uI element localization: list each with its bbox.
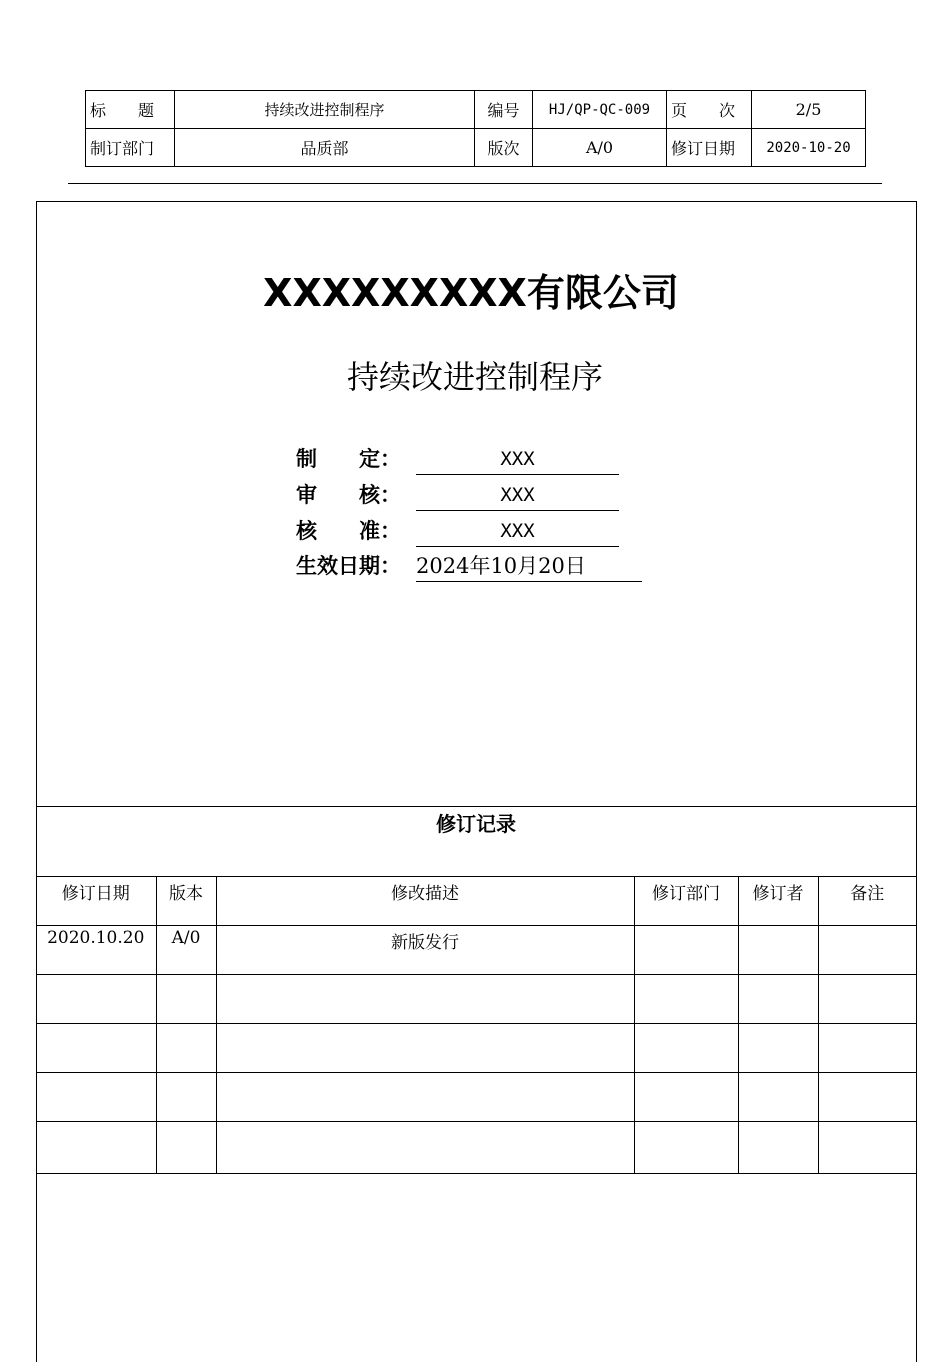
signature-value: XXX (416, 444, 619, 475)
table-cell (738, 1024, 818, 1073)
table-cell (818, 1024, 916, 1073)
signature-approved (296, 516, 535, 546)
table-cell (216, 1122, 634, 1174)
table-cell (216, 1073, 634, 1122)
signature-label: 制 定： (296, 446, 401, 471)
table-cell (818, 1073, 916, 1122)
signature-value: 2024年10月20日 (416, 551, 642, 582)
table-cell (634, 1122, 738, 1174)
table-row (36, 975, 916, 1024)
column-header: 修订日期 (36, 877, 156, 926)
table-cell (818, 1122, 916, 1174)
version-value: A/0 (533, 129, 667, 167)
table-cell (738, 926, 818, 975)
signature-reviewed (296, 480, 535, 510)
dept-label: 制订部门 (86, 129, 175, 167)
column-header: 备注 (818, 877, 916, 926)
rev-date-value: 2020-10-20 (752, 129, 866, 167)
table-cell (36, 1073, 156, 1122)
table-cell (818, 975, 916, 1024)
table-cell: 新版发行 (216, 926, 634, 975)
code-value: HJ/QP-QC-009 (533, 91, 667, 129)
table-cell (36, 975, 156, 1024)
column-header: 修订部门 (634, 877, 738, 926)
table-cell (216, 975, 634, 1024)
document-header-table (85, 90, 866, 167)
table-cell (738, 975, 818, 1024)
table-row (36, 1024, 916, 1073)
document-title: 持续改进控制程序 (346, 358, 603, 396)
signature-label: 生效日期： (296, 553, 401, 578)
table-cell (738, 1073, 818, 1122)
table-row (36, 1122, 916, 1174)
revision-record-title: 修订记录 (36, 806, 916, 876)
dept-value: 品质部 (175, 129, 475, 167)
table-cell (738, 1122, 818, 1174)
revision-table (36, 876, 916, 1174)
table-row (36, 926, 916, 975)
header-row-1 (86, 91, 866, 129)
signature-value: XXX (416, 516, 619, 547)
column-header: 修改描述 (216, 877, 634, 926)
table-cell (156, 1024, 216, 1073)
page-label: 页 次 (667, 91, 752, 129)
table-cell (634, 926, 738, 975)
company-name: XXXXXXXXX有限公司 (263, 271, 679, 315)
title-value: 持续改进控制程序 (175, 91, 475, 129)
revision-record-section (36, 806, 916, 1174)
table-cell: 2020.10.20 (36, 926, 156, 975)
table-cell (634, 975, 738, 1024)
column-header: 版本 (156, 877, 216, 926)
table-cell (156, 1073, 216, 1122)
column-header: 修订者 (738, 877, 818, 926)
signature-label: 审 核： (296, 482, 401, 507)
table-row (36, 1073, 916, 1122)
table-cell (36, 1122, 156, 1174)
header-divider (68, 183, 882, 184)
table-cell: A/0 (156, 926, 216, 975)
signature-drafted (296, 444, 535, 474)
table-cell (216, 1024, 634, 1073)
signature-value: XXX (416, 480, 619, 511)
signature-label: 核 准： (296, 518, 401, 543)
table-cell (156, 975, 216, 1024)
revision-table-header (36, 877, 916, 926)
title-label: 标 题 (86, 91, 175, 129)
table-cell (36, 1024, 156, 1073)
page-value: 2/5 (752, 91, 866, 129)
signature-effective-date (296, 551, 586, 581)
table-cell (634, 1073, 738, 1122)
code-label: 编号 (475, 91, 533, 129)
version-label: 版次 (475, 129, 533, 167)
table-cell (818, 926, 916, 975)
table-cell (156, 1122, 216, 1174)
header-row-2 (86, 129, 866, 167)
table-cell (634, 1024, 738, 1073)
rev-date-label: 修订日期 (667, 129, 752, 167)
